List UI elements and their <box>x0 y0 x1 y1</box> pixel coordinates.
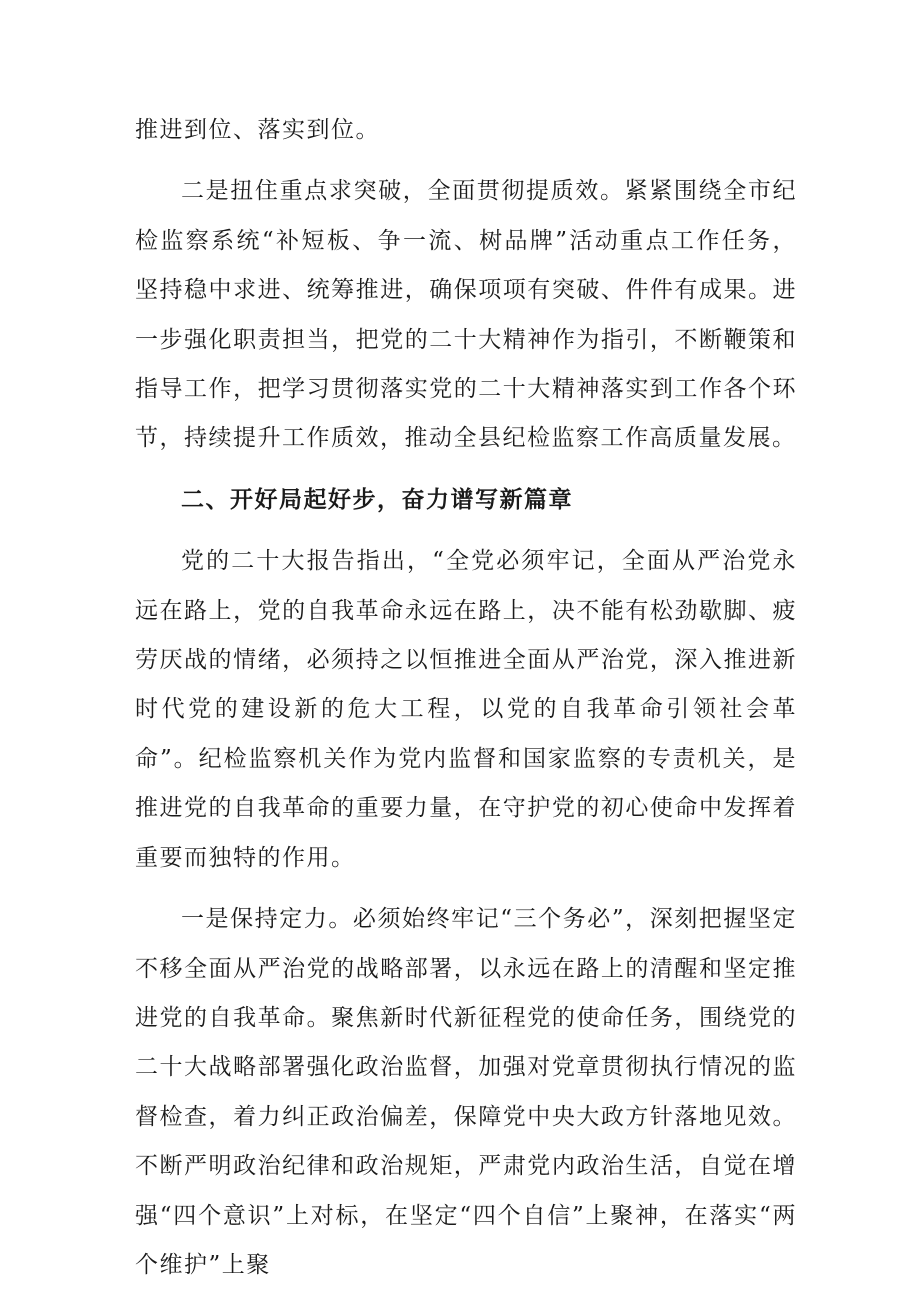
paragraph-maintain-focus: 一是保持定力。必须始终牢记“三个务必”，深刻把握坚定不移全面从严治党的战略部署，以永远在路上的清醒和坚定推进党的自我革命。聚焦新时代新征程党的使命任务，围绕党的二十大战略部署强化政治监督，加强对党章贯彻执行情况的监督检查，着力纠正政治偏差，保障党中央大政方针落地见效。不断严明政治纪律和政治规矩，严肃党内政治生活，自觉在增强“四个意识”上对标，在坚定“四个自信”上聚神，在落实“两个维护”上聚 <box>135 906 797 1278</box>
document-body <box>135 106 797 1290</box>
paragraph-continuation: 推进到位、落实到位。 <box>135 117 380 143</box>
paragraph-breakthrough: 二是扭住重点求突破，全面贯彻提质效。紧紧围绕全市纪检监察系统“补短板、争一流、树品牌”活动重点工作任务，坚持稳中求进、统筹推进，确保项项有突破、件件有成果。进一步强化职责担当，把党的二十大精神作为指引，不断鞭策和指导工作，把学习贯彻落实党的二十大精神落实到工作各个环节，持续提升工作质效，推动全县纪检监察工作高质量发展。 <box>135 178 797 452</box>
paragraph-report-quote: 党的二十大报告指出，“全党必须牢记，全面从严治党永远在路上，党的自我革命永远在路上，决不能有松劲歇脚、疲劳厌战的情绪，必须持之以恒推进全面从严治党，深入推进新时代党的建设新的危大工程，以党的自我革命引领社会革命”。纪检监察机关作为党内监督和国家监察的专责机关，是推进党的自我革命的重要力量，在守护党的初心使命中发挥着重要而独特的作用。 <box>135 548 797 871</box>
section-heading: 二、开好局起好步，奋力谱写新篇章 <box>181 486 573 513</box>
